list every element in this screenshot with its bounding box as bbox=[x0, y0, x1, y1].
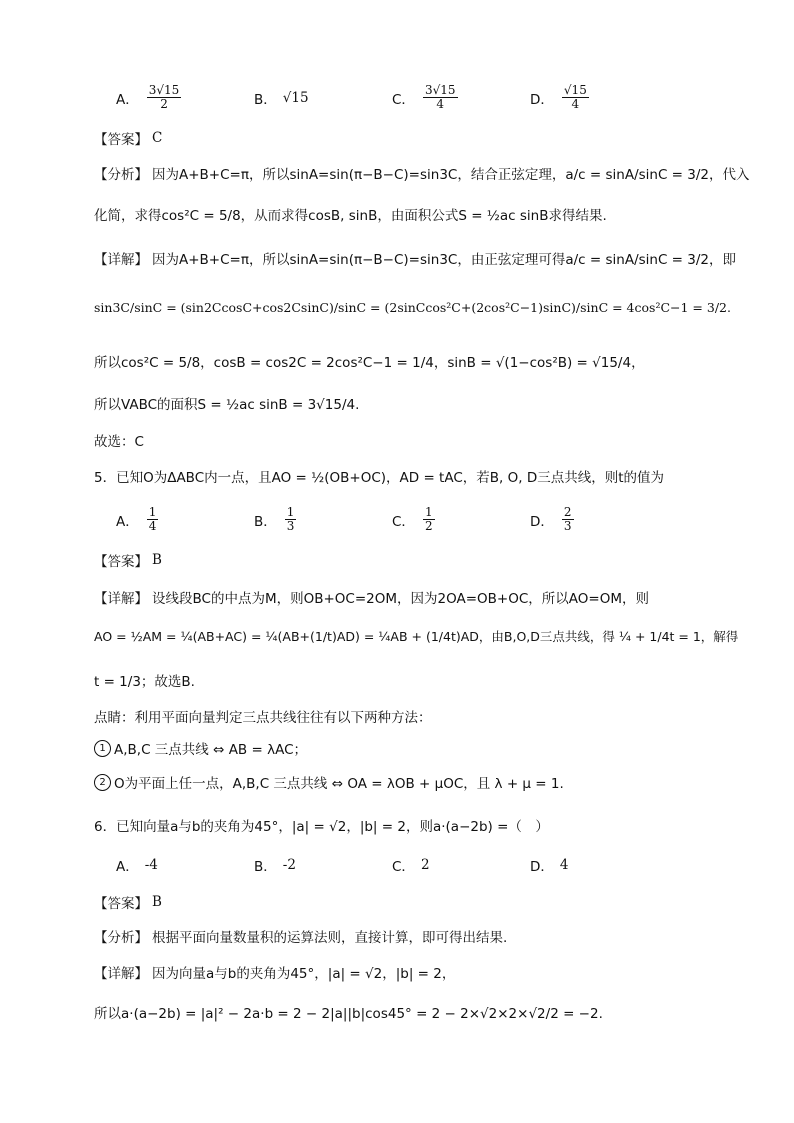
q4-answer: 【答案】 C bbox=[94, 130, 163, 148]
q5-options bbox=[116, 506, 668, 533]
circled-two-icon: 2 bbox=[94, 774, 111, 791]
q4-choice: 故选：C bbox=[94, 434, 144, 450]
q6-stem: 6．已知向量a与b的夹角为45°，|a| = √2，|b| = 2，则a·(a−2b) =（ ） bbox=[94, 819, 549, 835]
q6-option-a: A． -4 bbox=[116, 857, 158, 875]
q4-option-b: B． √15 bbox=[254, 89, 309, 108]
q6-detail-line-2: 所以a·(a−2b) = |a|² − 2a·b = 2 − 2|a||b|cos45° = 2 − 2×√2×2×√2/2 = −2. bbox=[94, 1006, 603, 1022]
q6-option-b: B． -2 bbox=[254, 857, 296, 875]
q5-stem: 5．已知O为ΔABC内一点，且AO = ½(OB+OC)，AD = tAC，若B, O, D三点共线，则t的值为 bbox=[94, 470, 665, 486]
q6-option-c: C． 2 bbox=[392, 857, 430, 875]
q6-options bbox=[116, 855, 668, 875]
q6-analysis: 【分析】 根据平面向量数量积的运算法则，直接计算，即可得出结果. bbox=[94, 930, 508, 946]
q4-detail-line-3: 所以cos²C = 5/8，cosB = cos2C = 2cos²C−1 = 1/4，sinB = √(1−cos²B) = √15/4， bbox=[94, 355, 645, 371]
q4-analysis-line-1: 【分析】 因为A+B+C=π，所以sinA=sin(π−B−C)=sin3C，结合正弦定理，a/c = sinA/sinC = 3/2，代入 bbox=[94, 167, 750, 183]
q5-option-b: B． $\frac{1}{3}$ bbox=[254, 505, 295, 533]
q4-options bbox=[116, 84, 668, 111]
q4-detail-line-1: 【详解】 因为A+B+C=π，所以sinA=sin(π−B−C)=sin3C，由正弦定理可得a/c = sinA/sinC = 3/2，即 bbox=[94, 252, 736, 268]
circled-one-icon: 1 bbox=[94, 740, 111, 757]
q6-answer: 【答案】 B bbox=[94, 894, 162, 912]
q6-detail-line-1: 【详解】 因为向量a与b的夹角为45°，|a| = √2，|b| = 2， bbox=[94, 966, 456, 982]
q5-option-c: C． $\frac{1}{2}$ bbox=[392, 505, 433, 533]
q5-option-a: A． $\frac{1}{4}$ bbox=[116, 505, 157, 533]
q4-option-d: D． $\frac{√15}{4}$ bbox=[530, 83, 587, 111]
q4-option-a: A． $\frac{3√15}{2}$ bbox=[116, 83, 180, 111]
q5-note-title: 点睛：利用平面向量判定三点共线往往有以下两种方法： bbox=[94, 710, 432, 726]
q6-option-d: D． 4 bbox=[530, 857, 569, 875]
q4-option-c: C． $\frac{3√15}{4}$ bbox=[392, 83, 456, 111]
q4-detail-line-2: sin3C/sinC = (sin2CcosC+cos2CsinC)/sinC = (2sinCcos²C+(2cos²C−1)sinC)/sinC = 4cos²C−1 = 3/2. bbox=[94, 300, 731, 315]
q5-detail-line-2: AO = ½AM = ¼(AB+AC) = ¼(AB+(1/t)AD) = ¼AB + (1/4t)AD，由B,O,D三点共线，得 ¼ + 1/4t = 1，解得 bbox=[94, 629, 739, 644]
q5-note-2: 2 O为平面上任一点，A,B,C 三点共线 ⇔ OA = λOB + μOC，且 λ + μ = 1. bbox=[94, 772, 734, 792]
q4-detail-line-4: 所以VABC的面积S = ½ac sinB = 3√15/4. bbox=[94, 397, 360, 413]
q5-note-1: 1 A,B,C 三点共线 ⇔ AB = λAC； bbox=[94, 738, 734, 758]
q5-option-d: D． $\frac{2}{3}$ bbox=[530, 505, 572, 533]
q5-answer: 【答案】 B bbox=[94, 552, 162, 570]
q4-analysis-line-2: 化简，求得cos²C = 5/8，从而求得cosB, sinB，由面积公式S = ½ac sinB求得结果. bbox=[94, 208, 607, 224]
q5-detail-line-3: t = 1/3；故选B. bbox=[94, 674, 195, 690]
q5-detail-line-1: 【详解】 设线段BC的中点为M，则OB+OC=2OM，因为2OA=OB+OC，所以AO=OM，则 bbox=[94, 591, 650, 607]
